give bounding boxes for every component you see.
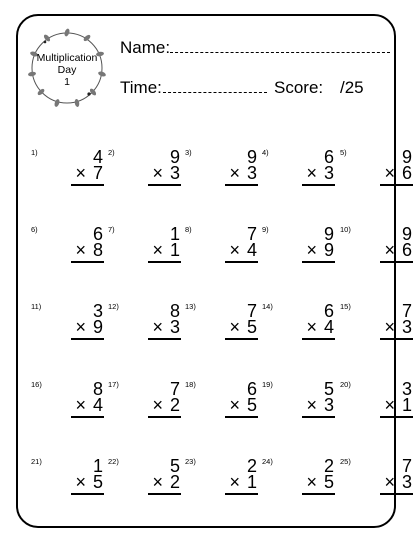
multiplier: 9 — [323, 240, 334, 260]
problem-number: 22) — [108, 457, 119, 466]
problem-18 — [185, 380, 257, 440]
multiplier-row — [229, 318, 257, 336]
answer-line — [225, 184, 258, 186]
multiplicand: 7 — [246, 224, 257, 244]
multiplicand: 7 — [401, 301, 412, 321]
answer-line — [71, 261, 104, 263]
multiply-sign: × — [152, 472, 163, 492]
multiplier-row — [229, 396, 257, 414]
answer-line — [302, 261, 335, 263]
answer-line — [148, 338, 181, 340]
answer-line — [380, 493, 413, 495]
answer-line — [148, 416, 181, 418]
multiplier: 3 — [323, 163, 334, 183]
multiplicand: 6 — [323, 301, 334, 321]
multiplier: 6 — [401, 240, 412, 260]
multiplier: 4 — [92, 395, 103, 415]
answer-line — [148, 184, 181, 186]
multiply-sign: × — [229, 317, 240, 337]
multiplier: 2 — [169, 395, 180, 415]
multiplier-row — [75, 241, 103, 259]
badge-title: Multiplication — [36, 52, 98, 64]
problem-25 — [340, 457, 412, 517]
answer-line — [148, 493, 181, 495]
multiplier: 6 — [401, 163, 412, 183]
multiplicand: 7 — [169, 379, 180, 399]
multiply-sign: × — [75, 395, 86, 415]
multiply-sign: × — [229, 395, 240, 415]
problem-number: 20) — [340, 380, 351, 389]
problem-13 — [185, 302, 257, 362]
multiplier-row — [306, 241, 334, 259]
multiplier-row — [384, 164, 412, 182]
problem-number: 13) — [185, 302, 196, 311]
multiplicand: 3 — [401, 379, 412, 399]
day-badge — [27, 28, 107, 108]
multiplier-row — [229, 164, 257, 182]
answer-line — [71, 184, 104, 186]
multiplier: 3 — [401, 317, 412, 337]
problem-number: 25) — [340, 457, 351, 466]
multiplier: 5 — [92, 472, 103, 492]
multiplier-row — [306, 318, 334, 336]
multiplier-row — [384, 318, 412, 336]
problem-2 — [108, 148, 180, 208]
multiplier: 3 — [401, 472, 412, 492]
problem-number: 10) — [340, 225, 351, 234]
problem-5 — [340, 148, 412, 208]
multiplier-row — [384, 241, 412, 259]
answer-line — [71, 493, 104, 495]
multiplier: 5 — [323, 472, 334, 492]
multiplier: 3 — [169, 163, 180, 183]
problem-15 — [340, 302, 412, 362]
multiplicand: 9 — [246, 147, 257, 167]
score-label: Score: — [274, 78, 324, 97]
problem-10 — [340, 225, 412, 285]
answer-line — [302, 493, 335, 495]
multiplier-row — [229, 473, 257, 491]
multiply-sign: × — [75, 240, 86, 260]
answer-line — [302, 416, 335, 418]
multiplicand: 6 — [92, 224, 103, 244]
problem-number: 1) — [31, 148, 38, 157]
answer-line — [380, 184, 413, 186]
multiplicand: 8 — [92, 379, 103, 399]
answer-line — [225, 416, 258, 418]
problem-9 — [262, 225, 334, 285]
problem-6 — [31, 225, 103, 285]
multiplier-row — [229, 241, 257, 259]
answer-line — [380, 261, 413, 263]
problem-number: 2) — [108, 148, 115, 157]
multiplicand: 3 — [92, 301, 103, 321]
multiplier: 2 — [169, 472, 180, 492]
multiply-sign: × — [152, 317, 163, 337]
problem-23 — [185, 457, 257, 517]
problem-14 — [262, 302, 334, 362]
multiplicand: 6 — [323, 147, 334, 167]
problem-8 — [185, 225, 257, 285]
multiply-sign: × — [306, 317, 317, 337]
multiplicand: 7 — [401, 456, 412, 476]
multiplicand: 6 — [246, 379, 257, 399]
multiplier: 1 — [401, 395, 412, 415]
multiplier: 3 — [169, 317, 180, 337]
problem-21 — [31, 457, 103, 517]
problem-22 — [108, 457, 180, 517]
time-label: Time: — [120, 78, 162, 97]
multiplier-row — [75, 473, 103, 491]
multiply-sign: × — [75, 317, 86, 337]
multiply-sign: × — [152, 240, 163, 260]
problem-number: 17) — [108, 380, 119, 389]
multiplicand: 2 — [323, 456, 334, 476]
problem-16 — [31, 380, 103, 440]
multiplicand: 2 — [246, 456, 257, 476]
multiplicand: 1 — [92, 456, 103, 476]
multiply-sign: × — [152, 163, 163, 183]
multiplicand: 9 — [323, 224, 334, 244]
multiplier: 7 — [92, 163, 103, 183]
problem-24 — [262, 457, 334, 517]
problem-number: 3) — [185, 148, 192, 157]
multiplier-row — [75, 318, 103, 336]
problem-12 — [108, 302, 180, 362]
multiplier: 8 — [92, 240, 103, 260]
problem-number: 24) — [262, 457, 273, 466]
multiply-sign: × — [75, 472, 86, 492]
multiplier: 4 — [246, 240, 257, 260]
answer-line — [380, 338, 413, 340]
name-label: Name: — [120, 38, 171, 57]
multiplier-row — [152, 164, 180, 182]
multiplicand: 4 — [92, 147, 103, 167]
multiplicand: 9 — [401, 147, 412, 167]
multiply-sign: × — [384, 163, 395, 183]
problem-number: 8) — [185, 225, 192, 234]
problem-number: 23) — [185, 457, 196, 466]
problem-number: 5) — [340, 148, 347, 157]
multiplier-row — [152, 396, 180, 414]
problem-17 — [108, 380, 180, 440]
answer-line — [225, 261, 258, 263]
multiply-sign: × — [306, 240, 317, 260]
multiplier-row — [75, 164, 103, 182]
problem-number: 15) — [340, 302, 351, 311]
multiplier: 3 — [323, 395, 334, 415]
problem-number: 7) — [108, 225, 115, 234]
multiplier: 4 — [323, 317, 334, 337]
answer-line — [71, 416, 104, 418]
multiply-sign: × — [384, 395, 395, 415]
problem-number: 11) — [31, 302, 42, 311]
multiplicand: 8 — [169, 301, 180, 321]
problem-number: 16) — [31, 380, 42, 389]
problem-1 — [31, 148, 103, 208]
answer-line — [225, 493, 258, 495]
multiply-sign: × — [384, 317, 395, 337]
answer-line — [225, 338, 258, 340]
badge-day-number: 1 — [64, 76, 70, 88]
multiply-sign: × — [229, 240, 240, 260]
name-input-line[interactable] — [170, 52, 390, 53]
multiplier: 1 — [246, 472, 257, 492]
multiplier-row — [152, 473, 180, 491]
time-input-line[interactable] — [163, 92, 267, 93]
multiplier: 9 — [92, 317, 103, 337]
multiplier-row — [384, 396, 412, 414]
problem-number: 4) — [262, 148, 269, 157]
multiplier: 3 — [246, 163, 257, 183]
problem-number: 21) — [31, 457, 42, 466]
multiplier-row — [306, 164, 334, 182]
problem-number: 6) — [31, 225, 38, 234]
multiplier-row — [152, 241, 180, 259]
multiplier: 5 — [246, 317, 257, 337]
problem-number: 14) — [262, 302, 273, 311]
multiply-sign: × — [229, 472, 240, 492]
problem-4 — [262, 148, 334, 208]
problem-number: 12) — [108, 302, 119, 311]
multiplicand: 1 — [169, 224, 180, 244]
problem-7 — [108, 225, 180, 285]
answer-line — [380, 416, 413, 418]
problem-number: 18) — [185, 380, 196, 389]
multiply-sign: × — [152, 395, 163, 415]
multiplicand: 7 — [246, 301, 257, 321]
multiplicand: 5 — [323, 379, 334, 399]
multiplier-row — [75, 396, 103, 414]
problem-number: 9) — [262, 225, 269, 234]
multiplier: 5 — [246, 395, 257, 415]
problem-20 — [340, 380, 412, 440]
multiplicand: 9 — [401, 224, 412, 244]
problem-11 — [31, 302, 103, 362]
multiply-sign: × — [306, 395, 317, 415]
problem-3 — [185, 148, 257, 208]
multiply-sign: × — [384, 240, 395, 260]
answer-line — [302, 338, 335, 340]
multiply-sign: × — [306, 163, 317, 183]
badge-day-label: Day — [57, 64, 77, 76]
multiply-sign: × — [75, 163, 86, 183]
multiplicand: 5 — [169, 456, 180, 476]
problem-19 — [262, 380, 334, 440]
multiplicand: 9 — [169, 147, 180, 167]
answer-line — [148, 261, 181, 263]
multiplier-row — [306, 396, 334, 414]
multiply-sign: × — [229, 163, 240, 183]
multiplier-row — [306, 473, 334, 491]
problem-number: 19) — [262, 380, 273, 389]
multiply-sign: × — [384, 472, 395, 492]
answer-line — [71, 338, 104, 340]
answer-line — [302, 184, 335, 186]
multiplier: 1 — [169, 240, 180, 260]
score-total: /25 — [340, 78, 364, 97]
multiply-sign: × — [306, 472, 317, 492]
multiplier-row — [384, 473, 412, 491]
multiplier-row — [152, 318, 180, 336]
